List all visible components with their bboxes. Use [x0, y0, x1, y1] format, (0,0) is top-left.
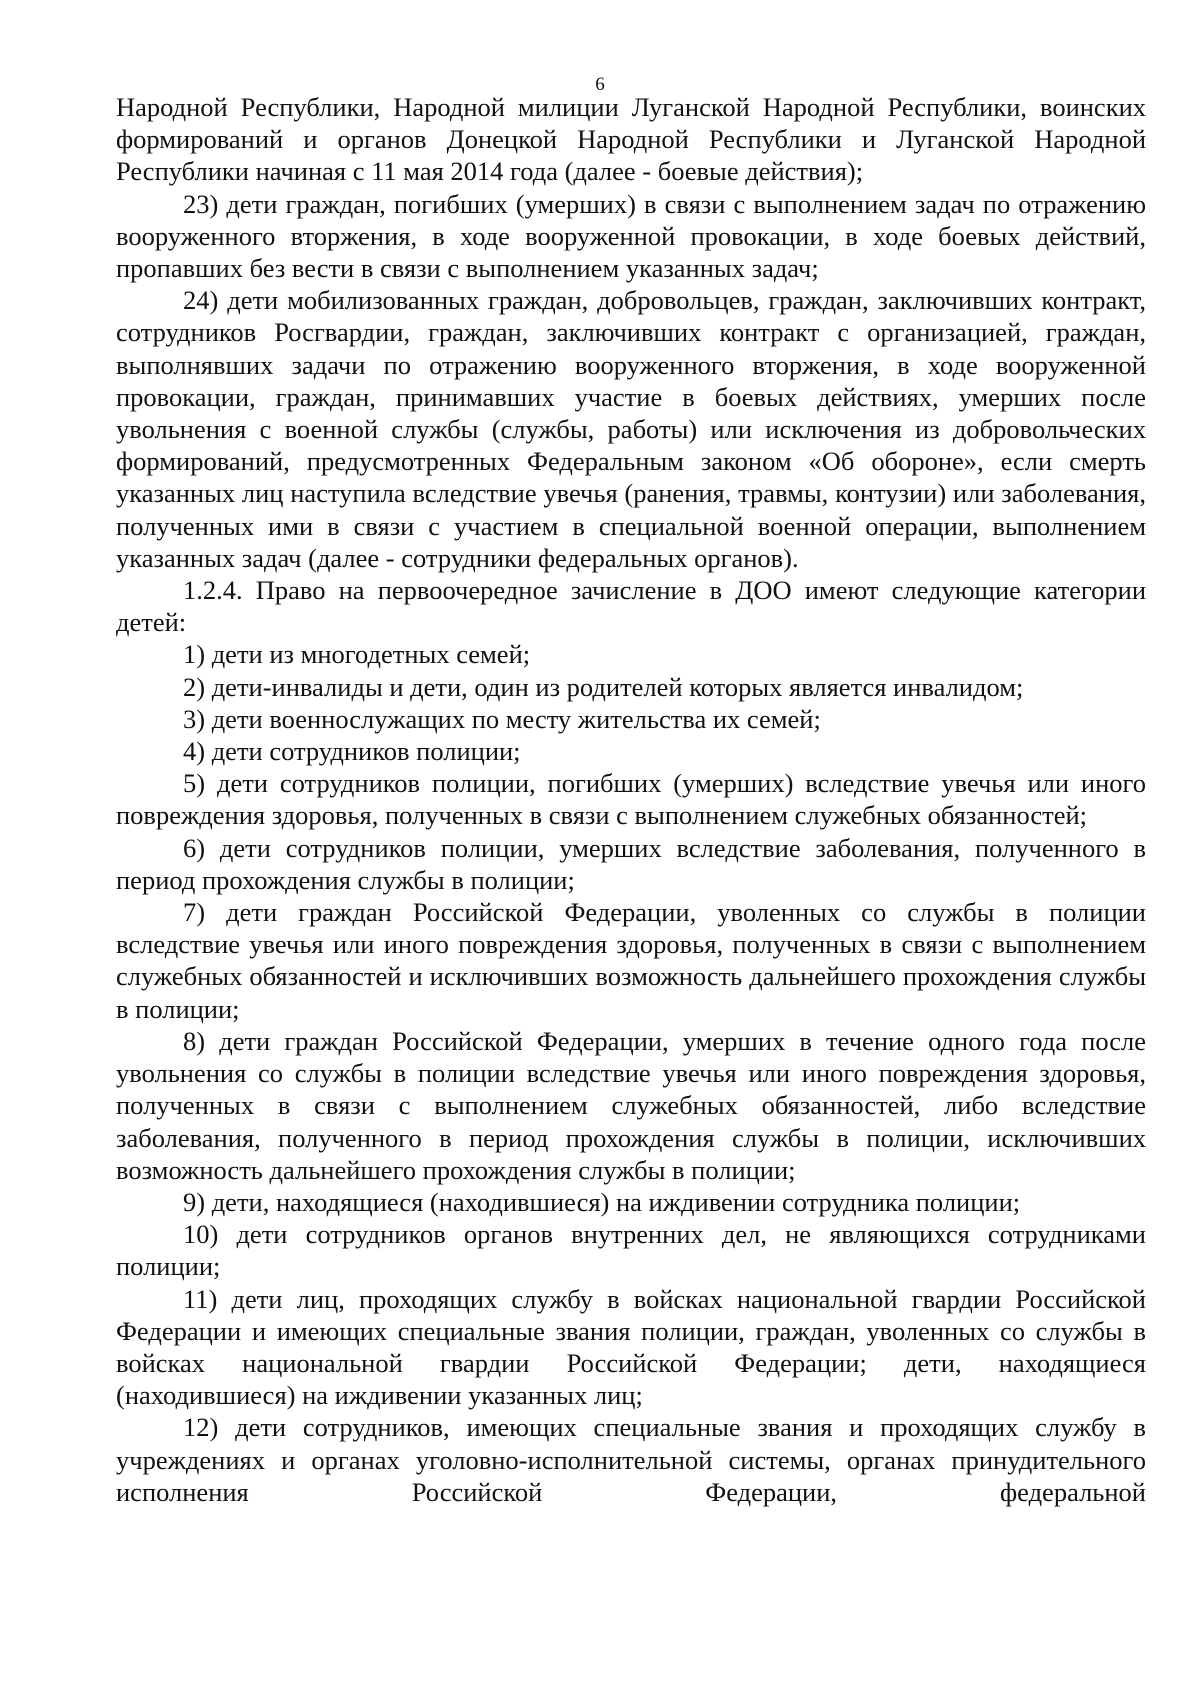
list-item-4: 4) дети сотрудников полиции;: [183, 736, 521, 767]
list-item-9: 9) дети, находящиеся (находившиеся) на иждивении сотрудника полиции;: [183, 1186, 1021, 1217]
list-item-7: 7) дети граждан Российской Федерации, уволенных со службы в полиции вследствие увечья или иного повреждения здоровья, полученных в связи с выполнением служебных обязанностей и исключивших возможность дальнейшего прохождения службы в полиции;: [116, 897, 1146, 1024]
list-item-8: 8) дети граждан Российской Федерации, умерших в течение одного года после увольнения со службы в полиции вследствие увечья или иного повреждения здоровья, полученных в связи с выполнением служебных обязанностей, либо вследствие заболевания, полученного в период прохождения службы в полиции, исключивших возможность дальнейшего прохождения службы в полиции;: [116, 1025, 1146, 1185]
list-item-5: 5) дети сотрудников полиции, погибших (умерших) вследствие увечья или иного повреждения здоровья, полученных в связи с выполнением служебных обязанностей;: [116, 768, 1146, 831]
list-item-1: 1) дети из многодетных семей;: [183, 639, 531, 670]
paragraph-continuation: Народной Республики, Народной милиции Луганской Народной Республики, воинских формирований и органов Донецкой Народной Республики и Луганской Народной Республики начиная с 11 мая 2014 года (далее - боевые действия);: [116, 92, 1146, 187]
list-item-3: 3) дети военнослужащих по месту жительства их семей;: [183, 703, 821, 734]
page-number: 6: [595, 74, 605, 95]
paragraph-section-1-2-4: 1.2.4. Право на первоочередное зачисление в ДОО имеют следующие категории детей:: [116, 575, 1146, 638]
list-item-6: 6) дети сотрудников полиции, умерших вследствие заболевания, полученного в период прохождения службы в полиции;: [116, 832, 1146, 895]
list-item-12: 12) дети сотрудников, имеющих специальные звания и проходящих службу в учреждениях и органах уголовно-исполнительной системы, органах принудительного исполнения Российской Федерации, федеральной: [116, 1412, 1146, 1507]
paragraph-item-23: 23) дети граждан, погибших (умерших) в связи с выполнением задач по отражению вооруженного вторжения, в ходе вооруженной провокации, в ходе боевых действий, пропавших без вести в связи с выполнением указанных задач;: [116, 188, 1146, 284]
list-item-2: 2) дети-инвалиды и дети, один из родителей которых является инвалидом;: [183, 671, 1024, 702]
list-item-11: 11) дети лиц, проходящих службу в войсках национальной гвардии Российской Федерации и имеющих специальные звания полиции, граждан, уволенных со службы в войсках национальной гвардии Российской Федерации; дети, находящиеся (находившиеся) на иждивении указанных лиц;: [116, 1283, 1146, 1411]
list-item-10: 10) дети сотрудников органов внутренних дел, не являющихся сотрудниками полиции;: [116, 1219, 1146, 1282]
document-body: [116, 91, 1146, 1508]
paragraph-item-24: 24) дети мобилизованных граждан, добровольцев, граждан, заключивших контракт, сотрудников Росгвардии, граждан, заключивших контракт с организацией, граждан, выполнявших задачи по отражению вооруженного вторжения, в ходе вооруженной провокации, граждан, принимавших участие в боевых действиях, умерших после увольнения с военной службы (службы, работы) или исключения из добровольческих формирований, предусмотренных Федеральным законом «Об обороне», если смерть указанных лиц наступила вследствие увечья (ранения, травмы, контузии) или заболевания, полученных ими в связи с участием в специальной военной операции, выполнением указанных задач (далее - сотрудники федеральных органов).: [116, 285, 1146, 573]
